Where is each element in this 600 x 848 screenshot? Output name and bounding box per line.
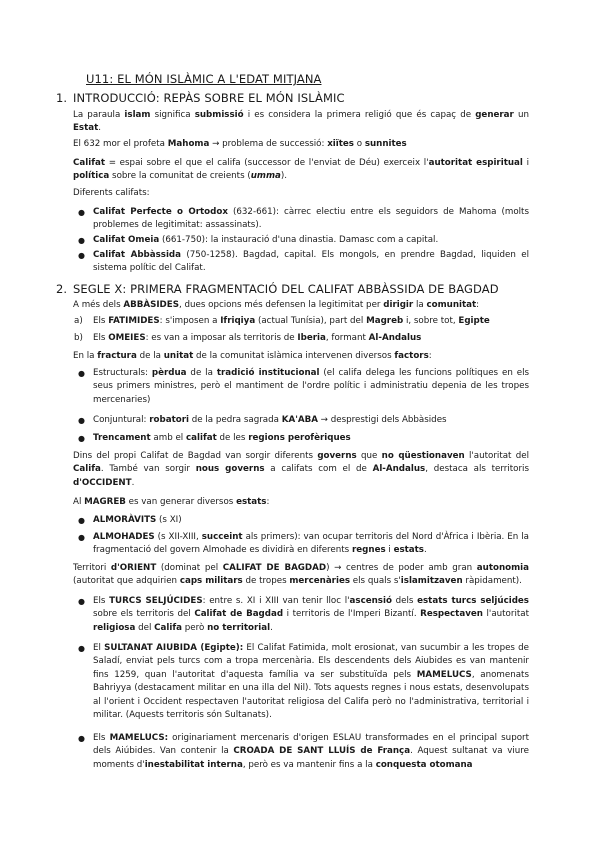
paragraph-governs: Dins del propi Califat de Bagdad van sorgir diferents governs que no qüestionaven l'autoritat del Califa. També van sorgir nous governs a califats com el de Al-Andalus, destaca als territoris d'OCCIDENT. xyxy=(73,451,530,488)
list-item: Els TURCS SELJÚCIDES: entre s. XI i XIII van tenir lloc l'ascensió dels estats turcs seljúcides sobre els territoris del Califat de Bagdad i territoris de l'Imperi Bizantí. Respectaven l'autoritat religiosa del Califa però no territorial. xyxy=(93,596,529,633)
list-item: ALMOHADES (s XII-XIII, succeint als primers): van ocupar territoris del Nord d'Àfrica i Ibèria. En la fragmentació del govern Almohade es dividirà en diferents regnes i estats. xyxy=(93,532,529,556)
paragraph-magreb: Al MAGREB es van generar diversos estats: xyxy=(73,497,270,507)
section-1-heading xyxy=(56,91,345,105)
paragraph-options: A més dels ABBÀSIDES, dues opcions més defensen la legitimitat per dirigir la comunitat: xyxy=(73,300,480,310)
section-title: INTRODUCCIÓ: REPÀS SOBRE EL MÓN ISLÀMIC xyxy=(73,91,345,105)
section-number: 2. xyxy=(56,282,68,296)
bullet-icon: ● xyxy=(78,369,85,378)
list-item: Els MAMELUCS: originariament mercenaris d'origen ESLAU transformades en el principal suport dels Aiúbides. Van contenir la CROADA DE SANT LLUÍS de França. Aquest sultanat va viure moments d'inestabilitat interna, però es va mantenir fins a la conquesta otomana xyxy=(93,733,529,770)
bullet-icon: ● xyxy=(78,251,85,260)
bullet-icon: ● xyxy=(78,644,85,653)
list-item: El SULTANAT AIUBIDA (Egipte): El Califat Fatimida, molt erosionat, van sucumbir a les tropes de Saladí, enviat pels turcs com a tropa mercenària. Els descendents dels Aiubides es van mantenir fins 1259, quan l'autoritat d'aquesta família va ser substituïda pels MAMELUCS, anomenats Bahriyya (destacament militar en una illa del Nil). Tots aquests regnes i nous estats, desenvolupats al l'orient i Occident respectaven l'autoritat religiosa del Califa però no l'administrativa, territorial i militar. (Aquests territoris són Sultanats). xyxy=(93,643,529,721)
section-number: 1. xyxy=(56,91,68,105)
bullet-icon: ● xyxy=(78,516,85,525)
list-item: Els FATIMIDES: s'imposen a Ifriqiya (actual Tunísia), part del Magreb i, sobre tot, Egipte xyxy=(93,316,490,326)
list-item: Estructurals: pèrdua de la tradició institucional (el califa delega les funcions polítiques en els seus primers ministres, però el mantiment de l'ordre polític i administratiu depenia de les tropes mercenaries) xyxy=(93,368,530,405)
paragraph-islam: La paraula islam significa submissió i es considera la primera religió que és capaç de generar un Estat. xyxy=(73,110,529,134)
paragraph-succession: El 632 mor el profeta Mahoma → problema de successió: xiïtes o sunnites xyxy=(73,139,407,149)
list-item: Trencament amb el califat de les regions perofèriques xyxy=(93,433,351,443)
paragraph-factors: En la fractura de la unitat de la comunitat islàmica intervenen diversos factors: xyxy=(73,351,432,361)
list-item: Califat Omeia (661-750): la instauració d'una dinastia. Damasc com a capital. xyxy=(93,235,439,245)
list-marker-a: a) xyxy=(74,316,83,326)
list-item: Els OMEIES: es van a imposar als territoris de Iberia, formant Al-Andalus xyxy=(93,333,422,343)
bullet-icon: ● xyxy=(78,208,85,217)
section-2-heading xyxy=(56,282,499,296)
list-item: Califat Perfecte o Ortodox (632-661): càrrec electiu entre els seguidors de Mahoma (molts problemes de legitimitat: assassinats). xyxy=(93,207,529,231)
bullet-icon: ● xyxy=(78,533,85,542)
bullet-icon: ● xyxy=(78,416,85,425)
list-item: Califat Abbàssida (750-1258). Bagdad, capital. Els mongols, en prendre Bagdad, liquiden el sistema polític del Califat. xyxy=(93,250,529,274)
paragraph-califat: Califat = espai sobre el que el califa (successor de l'enviat de Déu) exerceix l'autoritat espiritual i política sobre la comunitat de creients (umma). xyxy=(73,158,529,182)
list-item: Conjuntural: robatori de la pedra sagrada KA'ABA → desprestigi dels Abbàsides xyxy=(93,415,447,425)
list-marker-b: b) xyxy=(74,333,83,343)
section-title: SEGLE X: PRIMERA FRAGMENTACIÓ DEL CALIFAT ABBÀSSIDA DE BAGDAD xyxy=(73,282,499,296)
bullet-icon: ● xyxy=(78,734,85,743)
bullet-icon: ● xyxy=(78,597,85,606)
paragraph-califats-intro: Diferents califats: xyxy=(73,188,150,198)
paragraph-orient: Territori d'ORIENT (dominat pel CALIFAT DE BAGDAD) → centres de poder amb gran autonomia (autoritat que adquirien caps militars de tropes mercenàries els quals s'islamitzaven ràpidament). xyxy=(73,563,530,587)
list-item: ALMORÀVITS (s XI) xyxy=(93,515,182,525)
page-title: U11: EL MÓN ISLÀMIC A L'EDAT MITJANA xyxy=(86,72,322,86)
bullet-icon: ● xyxy=(78,236,85,245)
bullet-icon: ● xyxy=(78,434,85,443)
